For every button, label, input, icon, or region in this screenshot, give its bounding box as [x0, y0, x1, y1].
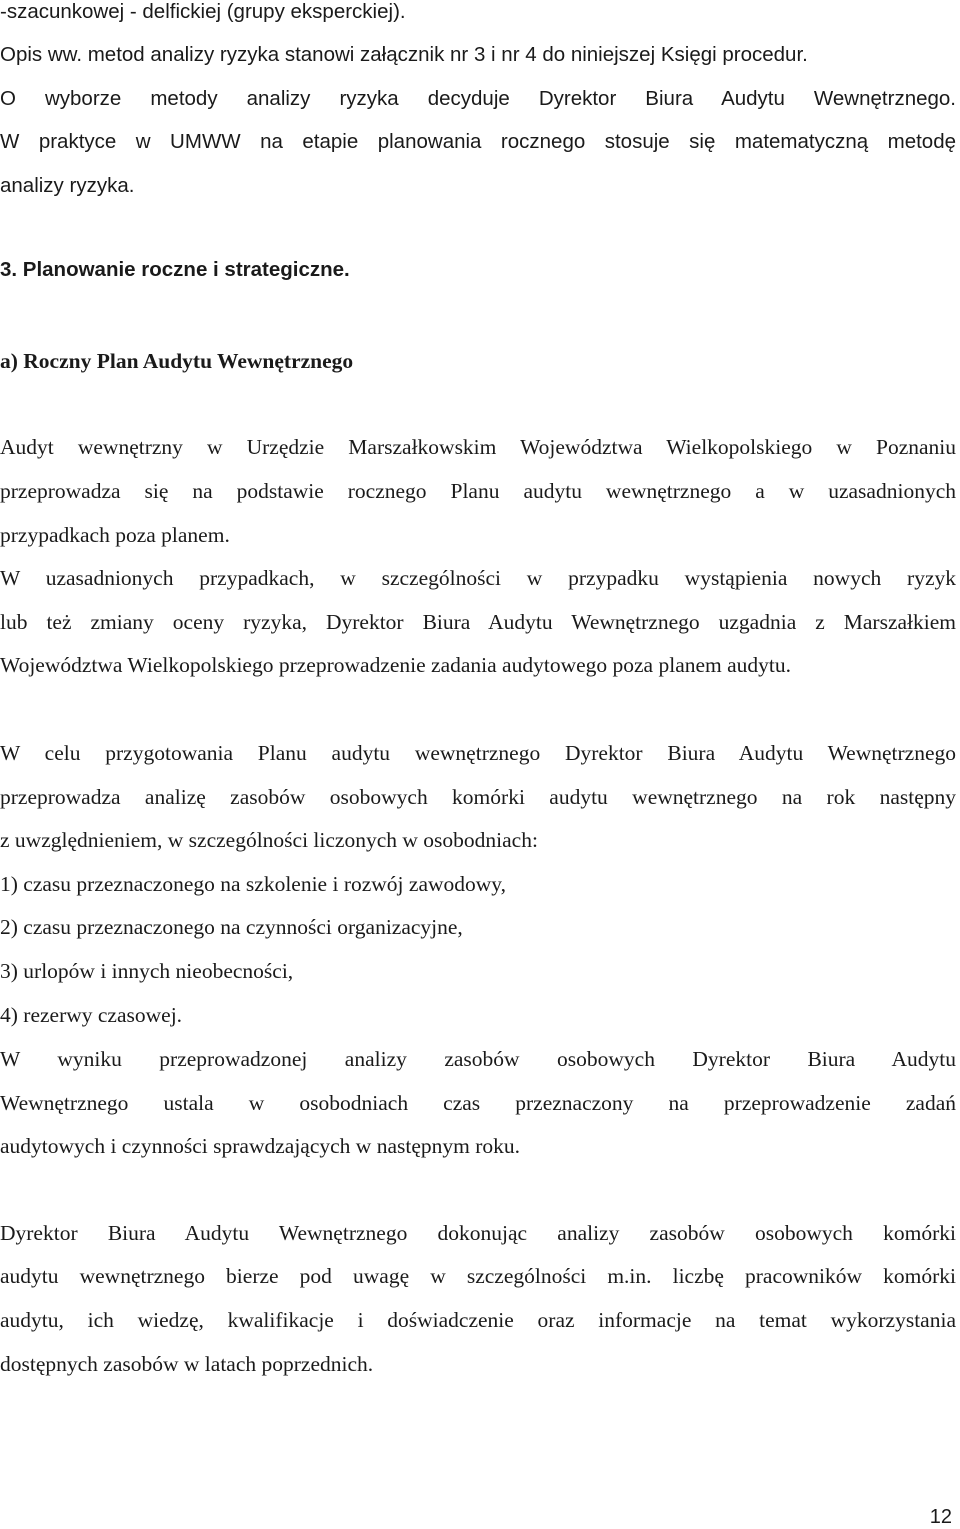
text-line: audytu, ich wiedzę, kwalifikacje i doświadczenie oraz informacje na temat wykorzystania [0, 1308, 956, 1332]
text-line: z uwzględnieniem, w szczególności liczonych w osobodniach: [0, 828, 538, 852]
page-number: 12 [929, 1506, 952, 1528]
text-line: Województwa Wielkopolskiego przeprowadzenie zadania audytowego poza planem audytu. [0, 653, 792, 677]
text-line: przeprowadza się na podstawie rocznego Planu audytu wewnętrznego a w uzasadnionych [0, 479, 956, 503]
text-line: przeprowadza analizę zasobów osobowych komórki audytu wewnętrznego na rok następny [0, 785, 956, 809]
text-line: Opis ww. metod analizy ryzyka stanowi załącznik nr 3 i nr 4 do niniejszej Księgi procedur. [0, 43, 808, 66]
text-line: lub też zmiany oceny ryzyka, Dyrektor Biura Audytu Wewnętrznego uzgadnia z Marszałkiem [0, 610, 956, 634]
text-line: W uzasadnionych przypadkach, w szczególności w przypadku wystąpienia nowych ryzyk [0, 566, 956, 590]
text-line: Dyrektor Biura Audytu Wewnętrznego dokonując analizy zasobów osobowych komórki [0, 1221, 956, 1245]
list-item: 2) czasu przeznaczonego na czynności organizacyjne, [0, 915, 463, 939]
subsection-heading: a) Roczny Plan Audytu Wewnętrznego [0, 349, 354, 373]
list-item: 3) urlopów i innych nieobecności, [0, 959, 294, 983]
text-line: analizy ryzyka. [0, 174, 135, 197]
text-line: przypadkach poza planem. [0, 523, 230, 547]
text-line: W praktyce w UMWW na etapie planowania rocznego stosuje się matematyczną metodę [0, 130, 956, 153]
text-line: Audyt wewnętrzny w Urzędzie Marszałkowskim Województwa Wielkopolskiego w Poznaniu [0, 435, 956, 459]
text-line: O wyborze metody analizy ryzyka decyduje Dyrektor Biura Audytu Wewnętrznego. [0, 87, 956, 110]
text-line: dostępnych zasobów w latach poprzednich. [0, 1352, 374, 1376]
text-line: audytowych i czynności sprawdzających w następnym roku. [0, 1134, 521, 1158]
text-line: W wyniku przeprowadzonej analizy zasobów osobowych Dyrektor Biura Audytu [0, 1047, 956, 1071]
text-line: W celu przygotowania Planu audytu wewnętrznego Dyrektor Biura Audytu Wewnętrznego [0, 741, 956, 765]
text-line: -szacunkowej - delfickiej (grupy eksperckiej). [0, 0, 406, 23]
text-line: Wewnętrznego ustala w osobodniach czas przeznaczony na przeprowadzenie zadań [0, 1091, 956, 1115]
section-heading: 3. Planowanie roczne i strategiczne. [0, 258, 350, 281]
list-item: 1) czasu przeznaczonego na szkolenie i rozwój zawodowy, [0, 872, 507, 896]
list-item: 4) rezerwy czasowej. [0, 1003, 183, 1027]
text-line: audytu wewnętrznego bierze pod uwagę w szczególności m.in. liczbę pracowników komórki [0, 1264, 956, 1288]
